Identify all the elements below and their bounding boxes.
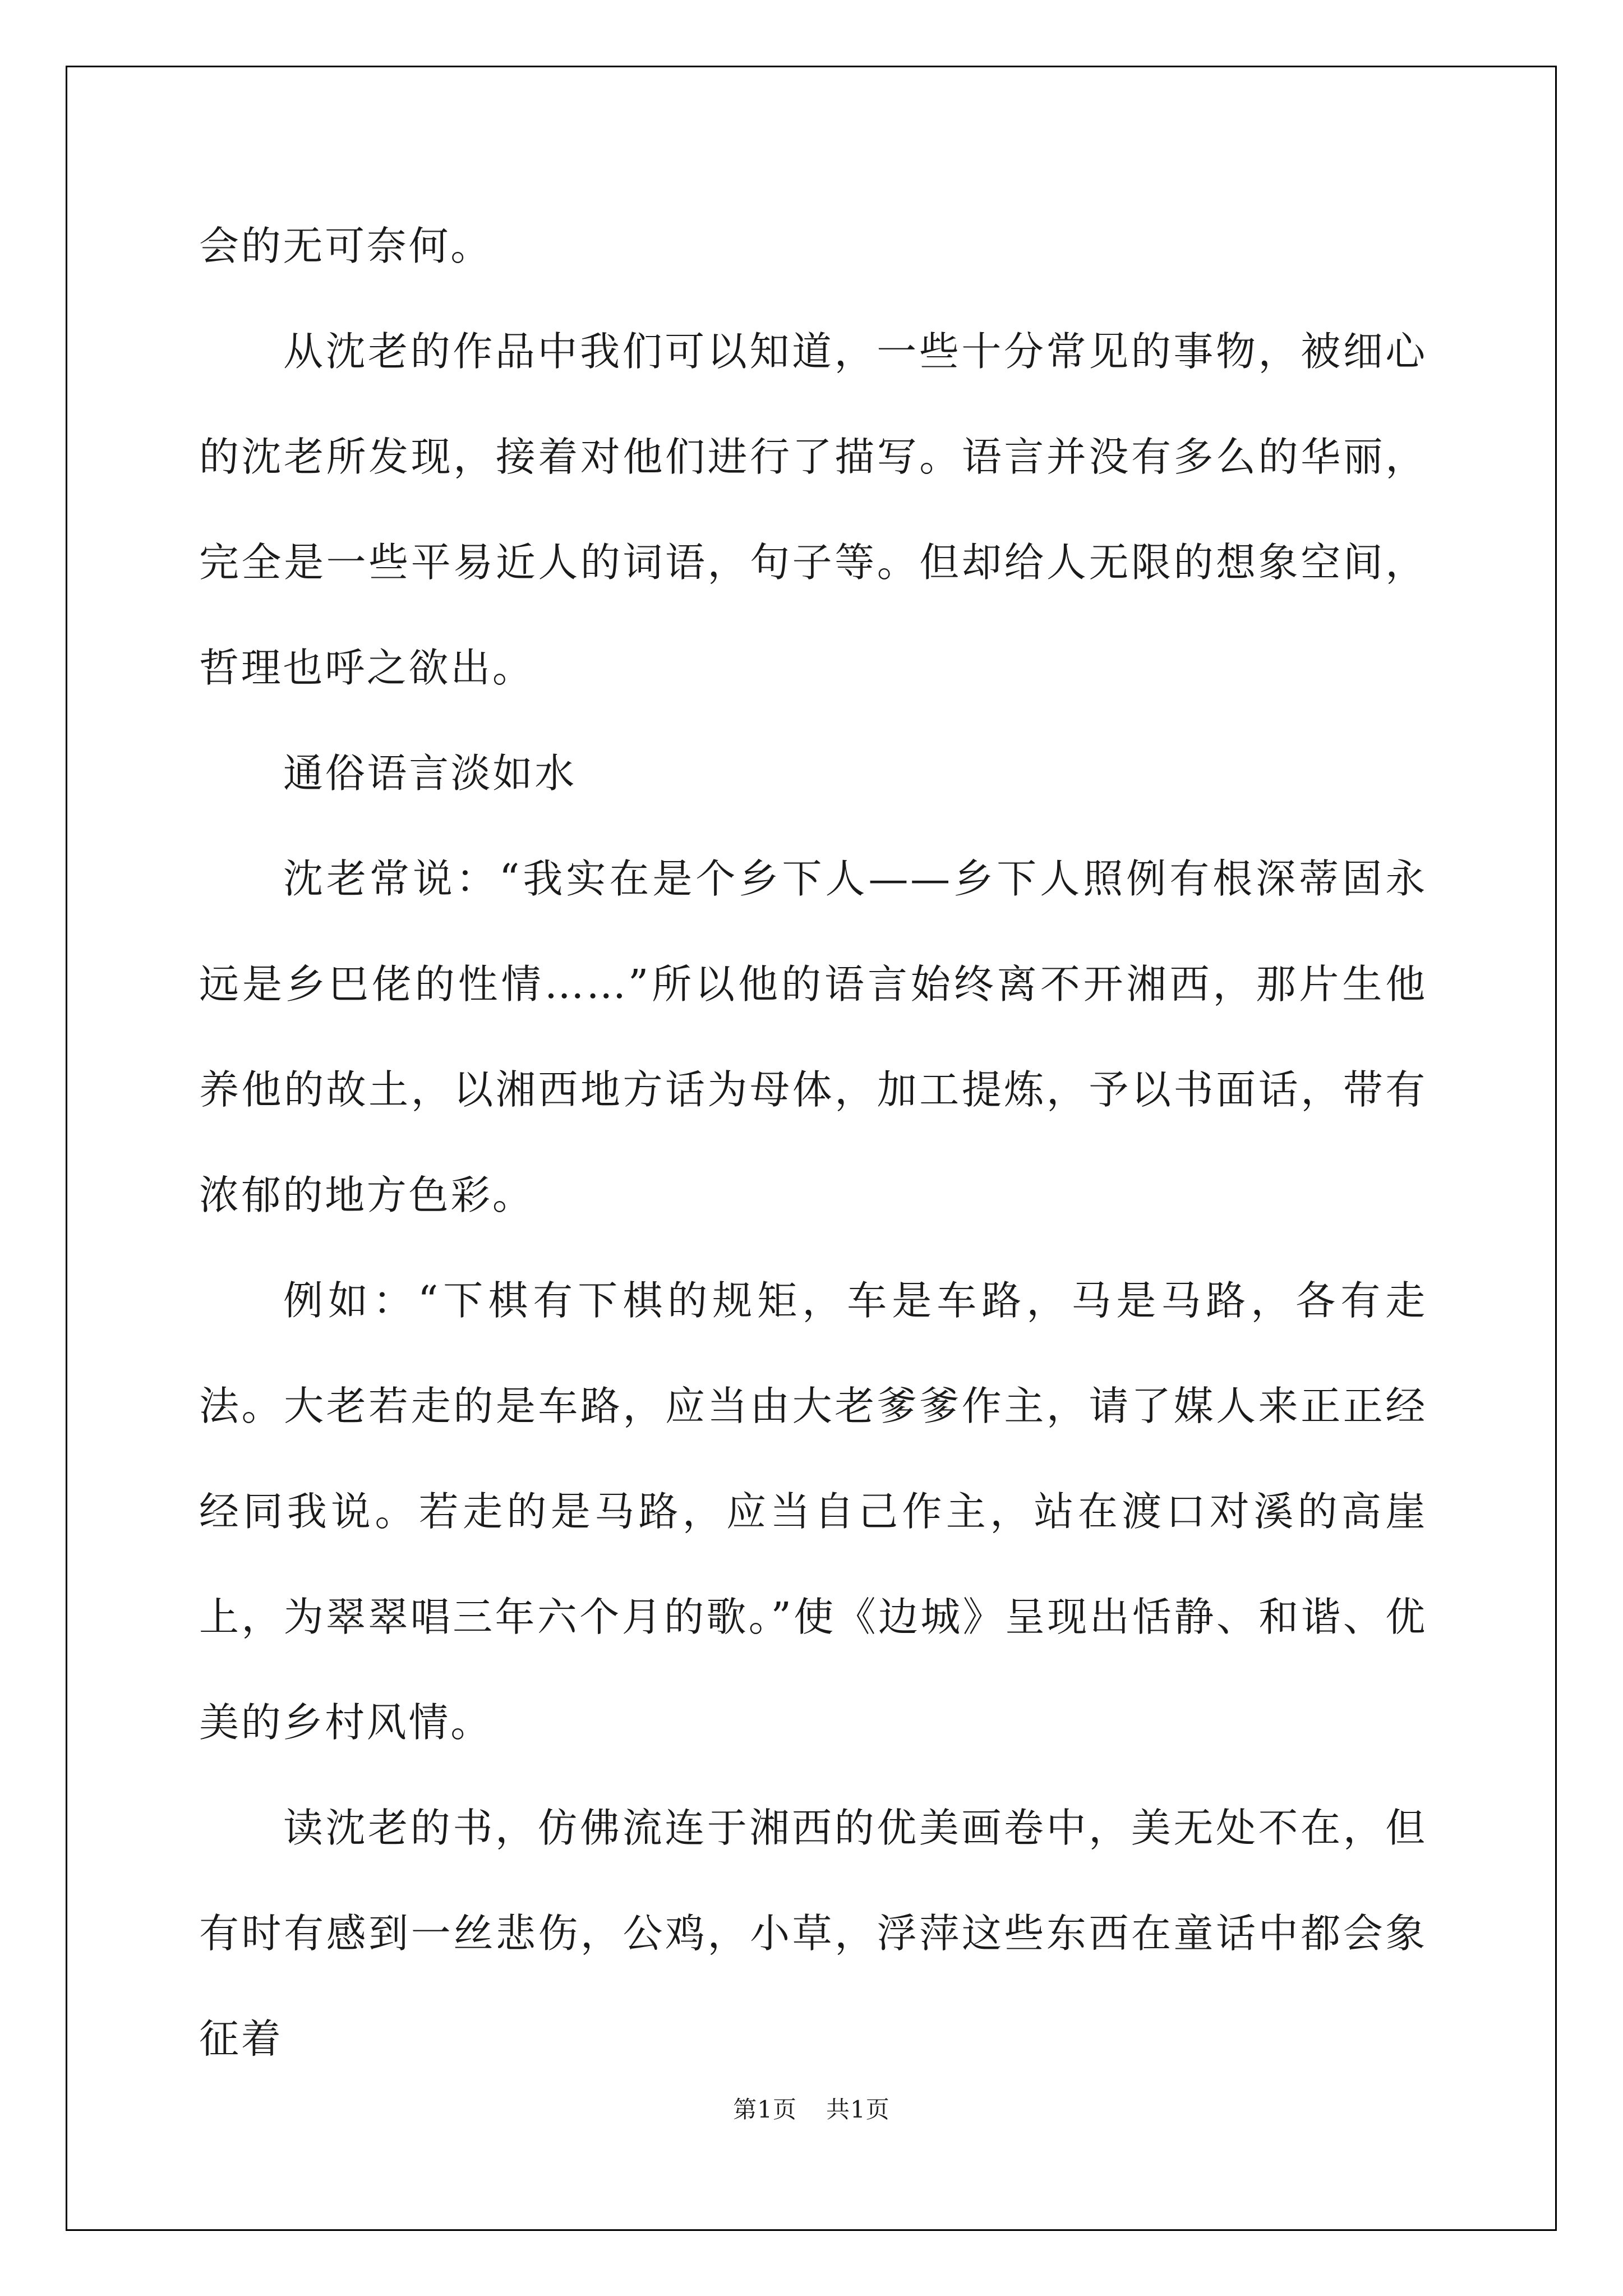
paragraph-1: 会的无可奈何。 xyxy=(199,223,492,269)
page-footer xyxy=(0,2091,1623,2125)
paragraph-4: 例如：“下棋有下棋的规矩，车是车路，马是马路，各有走法。大老若走的是车路，应当由大老爹爹作主，请了媒人来正正经经同我说。若走的是马路，应当自己作主，站在渡口对溪的高崖上，为翠翠唱三年六个月的歌。”使《边城》呈现出恬静、和谐、优美的乡村风情。 xyxy=(199,1277,1427,1746)
page-total: 共1页 xyxy=(826,2096,890,2123)
paragraph-3: 沈老常说：“我实在是个乡下人——乡下人照例有根深蒂固永远是乡巴佬的性情……”所以他的语言始终离不开湘西，那片生他养他的故土，以湘西地方话为母体，加工提炼，予以书面话，带有浓郁的地方色彩。 xyxy=(199,855,1427,1218)
paragraph-2: 从沈老的作品中我们可以知道，一些十分常见的事物，被细心的沈老所发现，接着对他们进行了描写。语言并没有多么的华丽，完全是一些平易近人的词语，句子等。但却给人无限的想象空间，哲理也呼之欲出。 xyxy=(199,328,1427,691)
paragraph-5: 读沈老的书，仿佛流连于湘西的优美画卷中，美无处不在，但有时有感到一丝悲伤，公鸡，小草，浮萍这些东西在童话中都会象征着 xyxy=(199,1805,1427,2062)
page-number: 第1页 xyxy=(733,2096,797,2123)
section-heading: 通俗语言淡如水 xyxy=(283,750,577,797)
document-body xyxy=(199,194,1427,2092)
